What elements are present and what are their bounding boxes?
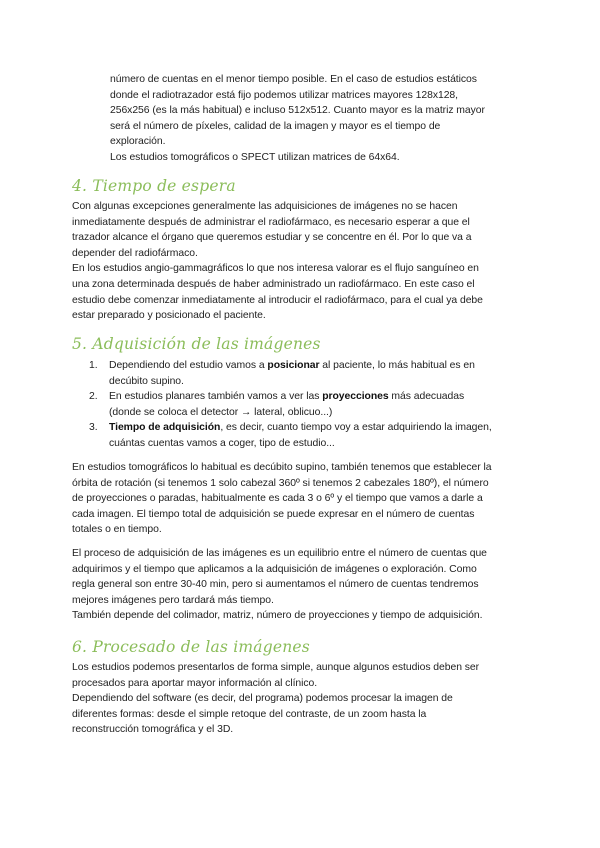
text-line: Con algunas excepciones generalmente las adquisiciones de imágenes no se hacen	[72, 201, 458, 212]
text-line: En los estudios angio-gammagráficos lo que nos interesa valorar es el flujo sanguíneo en	[72, 263, 479, 275]
text-line: El proceso de adquisición de las imágenes es un equilibrio entre el número de cuentas que	[72, 548, 487, 559]
section-4-heading: 4. Tiempo de espera	[72, 177, 236, 195]
text-line: adquirimos y el tiempo que aplicamos a la adquisición de imágenes o exploración. Como	[72, 563, 477, 575]
text-line: mejores imágenes pero tardará más tiempo.	[72, 594, 274, 606]
text-line: órbita de rotación (si tenemos 1 solo cabezal 360º si tenemos 2 cabezales 180º), el número	[72, 477, 489, 489]
text-line: En estudios tomográficos lo habitual es decúbito supino, también tenemos que establecer la	[72, 462, 492, 473]
section-6-heading: 6. Procesado de las imágenes	[72, 638, 310, 656]
intro-paragraph	[110, 72, 528, 166]
list-item-line: cuántas cuentas vamos a coger, tipo de estudio...	[109, 437, 335, 449]
text-line: procesados para aportar mayor información al clínico.	[72, 677, 318, 689]
text-line: reconstrucción tomográfica y el 3D.	[72, 724, 234, 736]
text-line: número de cuentas en el menor tiempo posible. En el caso de estudios estáticos	[110, 74, 477, 85]
section-6-body	[72, 660, 530, 738]
acquisition-steps-list	[72, 358, 530, 452]
list-item-line: Dependiendo del estudio vamos a posicionar al paciente, lo más habitual es en	[109, 360, 475, 371]
list-item	[72, 389, 530, 420]
text-line: Dependiendo del software (es decir, del programa) podemos procesar la imagen de	[72, 693, 453, 705]
text-line: de proyecciones o paradas, habitualmente es cada 3 o 6º y el tiempo que vamos a darle a	[72, 493, 483, 505]
text-line: diferentes formas: desde el simple retoque del contraste, de un zoom hasta la	[72, 708, 427, 720]
text-line: Los estudios podemos presentarlos de forma simple, aunque algunos estudios deben ser	[72, 662, 480, 673]
list-item-line: (donde se coloca el detector → lateral, oblicuo...)	[109, 406, 333, 418]
list-number: 3.	[89, 422, 98, 434]
text-line: trazador alcance el órgano que queremos estudiar y se concentre en él. Por lo que va a	[72, 232, 472, 244]
list-item	[72, 358, 530, 389]
text-line: regla general son entre 30-40 min, pero si aumentamos el número de cuentas tendremos	[72, 579, 479, 591]
list-number: 2.	[89, 391, 98, 403]
text-line: estudio debe comenzar inmediatamente al introducir el radiofármaco, para el cual ya debe	[72, 294, 483, 306]
text-line: cada imagen. El tiempo total de adquisición se puede expresar en el número de cuentas	[72, 508, 475, 520]
section-5-paragraph-1	[72, 460, 530, 538]
section-4-body	[72, 199, 530, 324]
list-item-line: decúbito supino.	[109, 375, 184, 387]
text-line: estar preparado y posicionado el paciente.	[72, 310, 266, 322]
text-line: depender del radiofármaco.	[72, 247, 198, 259]
list-number: 1.	[89, 360, 98, 371]
text-line: Los estudios tomográficos o SPECT utilizan matrices de 64x64.	[110, 151, 400, 163]
section-5-heading: 5. Adquisición de las imágenes	[72, 335, 321, 353]
list-item-line: En estudios planares también vamos a ver las proyecciones más adecuadas	[109, 391, 465, 403]
list-item-line: Tiempo de adquisición, es decir, cuanto tiempo voy a estar adquiriendo la imagen,	[109, 422, 492, 434]
text-line: una zona determinada después de haber administrado un radiofármaco. En este caso el	[72, 278, 475, 290]
bold-term: proyecciones	[322, 391, 389, 403]
text-line: totales o en tiempo.	[72, 524, 162, 536]
text-line: será el número de píxeles, calidad de la imagen y mayor es el tiempo de	[110, 120, 441, 132]
bold-term: posicionar	[267, 360, 320, 371]
list-item	[72, 420, 530, 451]
bold-term: Tiempo de adquisición	[109, 422, 221, 434]
text-line: inmediatamente después de administrar el radiofármaco, es necesario esperar a que el	[72, 216, 470, 228]
section-5-paragraph-2	[72, 546, 530, 624]
text-line: donde el radiotrazador está fijo podemos utilizar matrices mayores 128x128,	[110, 89, 458, 101]
text-line: 256x256 (es la más habitual) e incluso 512x512. Cuanto mayor es la matriz mayor	[110, 105, 485, 117]
text-line: exploración.	[110, 136, 166, 148]
text-line: También depende del colimador, matriz, número de proyecciones y tiempo de adquisición.	[72, 610, 483, 622]
